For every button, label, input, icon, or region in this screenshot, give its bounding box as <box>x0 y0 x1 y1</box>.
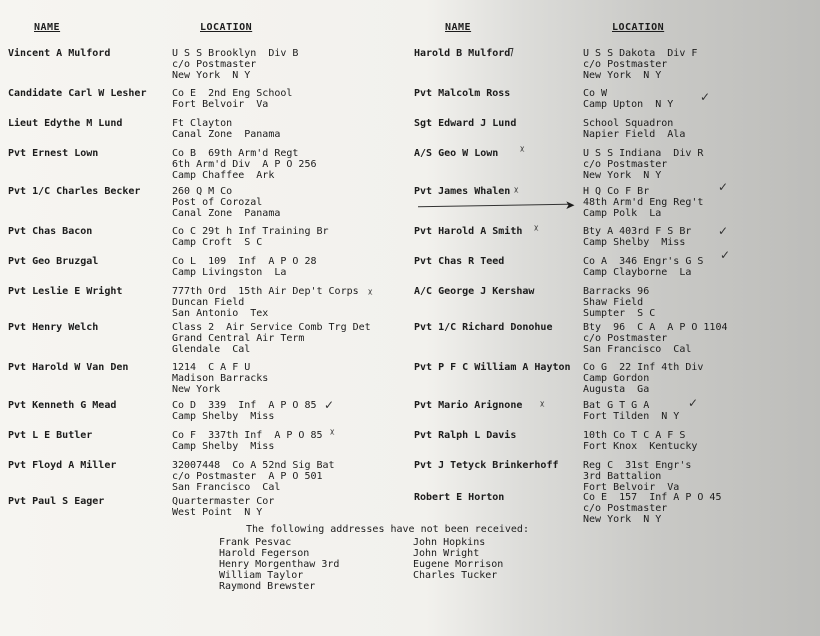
entry-location <box>172 362 268 395</box>
location-line: Bty 96 C A A P O 1104 <box>583 322 728 333</box>
location-line: Camp Croft S C <box>172 237 263 248</box>
location-line: Madison Barracks <box>172 373 269 384</box>
entry-name: Pvt Harold A Smith <box>414 226 523 237</box>
location-line: 260 Q M Co <box>172 186 233 197</box>
location-line: Co E 157 Inf A P O 45 <box>583 492 722 503</box>
missing-name: John Hopkins <box>413 537 486 548</box>
entry-location <box>172 118 280 140</box>
location-line: Quartermaster Cor <box>172 496 275 507</box>
entry-name: Pvt P F C William A Hayton <box>414 362 571 373</box>
location-line: c/o Postmaster <box>583 59 668 70</box>
entry-name: Pvt Malcolm Ross <box>414 88 511 99</box>
location-line: Co L 109 Inf A P O 28 <box>172 256 317 267</box>
entry-location <box>583 460 691 493</box>
location-line: U S S Dakota Div F <box>583 48 698 59</box>
location-line: Fort Belvoir Va <box>172 99 269 110</box>
location-line: Co W <box>583 88 608 99</box>
missing-addresses-col1 <box>219 537 339 592</box>
location-line: New York N Y <box>583 170 662 181</box>
location-line: c/o Postmaster <box>583 159 668 170</box>
entry-name: Pvt James Whalen <box>414 186 511 197</box>
location-line: Bty A 403rd F S Br <box>583 226 692 237</box>
arrow-head-icon: ➤ <box>565 198 576 212</box>
entry-name: Pvt 1/C Richard Donohue <box>414 322 553 333</box>
entry-location <box>583 430 697 452</box>
entry-name: Pvt Mario Arignone <box>414 400 523 411</box>
entry-location <box>583 400 679 422</box>
check-mark-icon: ᵡ <box>330 426 335 440</box>
check-mark-icon: ᵡ <box>368 286 373 300</box>
entry-location <box>583 256 703 278</box>
location-line: H Q Co F Br <box>583 186 650 197</box>
check-mark-icon: ✓ <box>720 248 731 262</box>
location-line: Fort Tilden N Y <box>583 411 680 422</box>
entry-location <box>583 492 721 525</box>
entry-name: Pvt Harold W Van Den <box>8 362 129 373</box>
location-line: 10th Co T C A F S <box>583 430 686 441</box>
location-line: Camp Gordon <box>583 373 650 384</box>
location-line: Co A 346 Engr's G S <box>583 256 704 267</box>
check-mark-icon: ✓ <box>688 396 699 410</box>
entry-location <box>172 286 359 319</box>
location-line: Bat G T G A <box>583 400 650 411</box>
location-line: c/o Postmaster A P O 501 <box>172 471 323 482</box>
check-mark-icon: ✓ <box>718 224 729 238</box>
entry-name: Pvt 1/C Charles Becker <box>8 186 141 197</box>
entry-location <box>583 322 728 355</box>
entry-name: A/C George J Kershaw <box>414 286 535 297</box>
header-location-right: LOCATION <box>612 22 665 33</box>
entry-location <box>172 496 274 518</box>
location-line: San Antonio Tex <box>172 308 269 319</box>
check-mark-icon: ᵡ <box>540 398 545 412</box>
entry-location <box>172 48 298 81</box>
location-line: Post of Corozal <box>172 197 263 208</box>
missing-name: Eugene Morrison <box>413 559 504 570</box>
entry-location <box>172 226 329 248</box>
header-location-left: LOCATION <box>200 22 253 33</box>
location-line: c/o Postmaster <box>583 503 668 514</box>
entry-name: Sgt Edward J Lund <box>414 118 517 129</box>
entry-location <box>583 118 685 140</box>
entry-location <box>583 88 673 110</box>
location-line: U S S Indiana Div R <box>583 148 704 159</box>
missing-name: Raymond Brewster <box>219 581 316 592</box>
entry-name: Pvt Henry Welch <box>8 322 99 333</box>
entry-name: A/S Geo W Lown <box>414 148 499 159</box>
entry-name: Robert E Horton <box>414 492 505 503</box>
missing-name: Henry Morgenthaw 3rd <box>219 559 340 570</box>
check-mark-icon: ✓ <box>718 180 729 194</box>
entry-name: Pvt Leslie E Wright <box>8 286 123 297</box>
location-line: 32007448 Co A 52nd Sig Bat <box>172 460 335 471</box>
location-line: Glendale Cal <box>172 344 251 355</box>
entry-name: Harold B Mulford <box>414 48 511 59</box>
entry-name: Vincent A Mulford <box>8 48 111 59</box>
location-line: Co G 22 Inf 4th Div <box>583 362 704 373</box>
check-mark-icon: ⁊ <box>508 44 514 58</box>
location-line: Ft Clayton <box>172 118 233 129</box>
location-line: Reg C 31st Engr's <box>583 460 692 471</box>
location-line: Class 2 Air Service Comb Trg Det <box>172 322 371 333</box>
missing-name: Harold Fegerson <box>219 548 310 559</box>
entry-name: Pvt J Tetyck Brinkerhoff <box>414 460 559 471</box>
location-line: Fort Belvoir Va <box>583 482 680 493</box>
location-line: Barracks 96 <box>583 286 650 297</box>
location-line: Camp Shelby Miss <box>172 411 275 422</box>
check-mark-icon: ᵡ <box>520 143 525 157</box>
location-line: Canal Zone Panama <box>172 129 281 140</box>
missing-addresses-col2 <box>413 537 503 581</box>
entry-location <box>583 48 697 81</box>
location-line: 48th Arm'd Eng Reg't <box>583 197 704 208</box>
location-line: Co D 339 Inf A P O 85 <box>172 400 317 411</box>
location-line: Camp Shelby Miss <box>172 441 275 452</box>
entry-location <box>172 322 371 355</box>
entry-location <box>583 362 703 395</box>
check-mark-icon: ✓ <box>700 90 711 104</box>
location-line: 3rd Battalion <box>583 471 662 482</box>
location-line: Sumpter S C <box>583 308 656 319</box>
location-line: Co C 29t h Inf Training Br <box>172 226 329 237</box>
entry-name: Candidate Carl W Lesher <box>8 88 147 99</box>
entry-location <box>172 430 323 452</box>
header-name-left: NAME <box>34 22 61 33</box>
entry-name: Pvt Kenneth G Mead <box>8 400 117 411</box>
location-line: Camp Polk La <box>583 208 662 219</box>
location-line: Co B 69th Arm'd Regt <box>172 148 299 159</box>
location-line: Duncan Field <box>172 297 245 308</box>
location-line: New York <box>172 384 221 395</box>
entry-name: Pvt Chas Bacon <box>8 226 93 237</box>
location-line: Co E 2nd Eng School <box>172 88 293 99</box>
location-line: San Francisco Cal <box>583 344 692 355</box>
location-line: New York N Y <box>583 70 662 81</box>
location-line: Grand Central Air Term <box>172 333 305 344</box>
location-line: Camp Upton N Y <box>583 99 674 110</box>
location-line: Camp Clayborne La <box>583 267 692 278</box>
entry-location <box>583 186 703 219</box>
location-line: Camp Chaffee Ark <box>172 170 275 181</box>
location-line: School Squadron <box>583 118 674 129</box>
location-line: 1214 C A F U <box>172 362 251 373</box>
entry-location <box>172 186 280 219</box>
arrow-line <box>418 204 568 208</box>
location-line: Shaw Field <box>583 297 644 308</box>
location-line: U S S Brooklyn Div B <box>172 48 299 59</box>
location-line: c/o Postmaster <box>172 59 257 70</box>
entry-location <box>172 460 335 493</box>
entry-location <box>583 286 655 319</box>
entry-name: Pvt Paul S Eager <box>8 496 105 507</box>
entry-location <box>583 226 691 248</box>
location-line: Augusta Ga <box>583 384 650 395</box>
location-line: New York N Y <box>583 514 662 525</box>
location-line: c/o Postmaster <box>583 333 668 344</box>
entry-name: Pvt L E Butler <box>8 430 93 441</box>
entry-location <box>172 148 317 181</box>
location-line: West Point N Y <box>172 507 263 518</box>
missing-name: William Taylor <box>219 570 304 581</box>
location-line: Napier Field Ala <box>583 129 686 140</box>
location-line: Co F 337th Inf A P O 85 <box>172 430 323 441</box>
missing-name: Frank Pesvac <box>219 537 292 548</box>
entry-name: Pvt Ralph L Davis <box>414 430 517 441</box>
entry-name: Pvt Chas R Teed <box>414 256 505 267</box>
location-line: Fort Knox Kentucky <box>583 441 698 452</box>
location-line: New York N Y <box>172 70 251 81</box>
check-mark-icon: ᵡ <box>514 184 519 198</box>
check-mark-icon: ✓ <box>324 398 335 412</box>
entry-name: Pvt Ernest Lown <box>8 148 99 159</box>
missing-name: John Wright <box>413 548 480 559</box>
entry-name: Lieut Edythe M Lund <box>8 118 123 129</box>
entry-location <box>583 148 703 181</box>
entry-location <box>172 88 292 110</box>
entry-name: Pvt Geo Bruzgal <box>8 256 99 267</box>
header-name-right: NAME <box>445 22 472 33</box>
entry-location <box>172 400 317 422</box>
entry-location <box>172 256 317 278</box>
location-line: Camp Livingston La <box>172 267 287 278</box>
location-line: 6th Arm'd Div A P O 256 <box>172 159 317 170</box>
location-line: Canal Zone Panama <box>172 208 281 219</box>
missing-addresses-title: The following addresses have not been received: <box>246 524 529 535</box>
location-line: San Francisco Cal <box>172 482 281 493</box>
missing-name: Charles Tucker <box>413 570 498 581</box>
check-mark-icon: ᵡ <box>534 222 539 236</box>
location-line: 777th Ord 15th Air Dep't Corps <box>172 286 359 297</box>
entry-name: Pvt Floyd A Miller <box>8 460 117 471</box>
location-line: Camp Shelby Miss <box>583 237 686 248</box>
